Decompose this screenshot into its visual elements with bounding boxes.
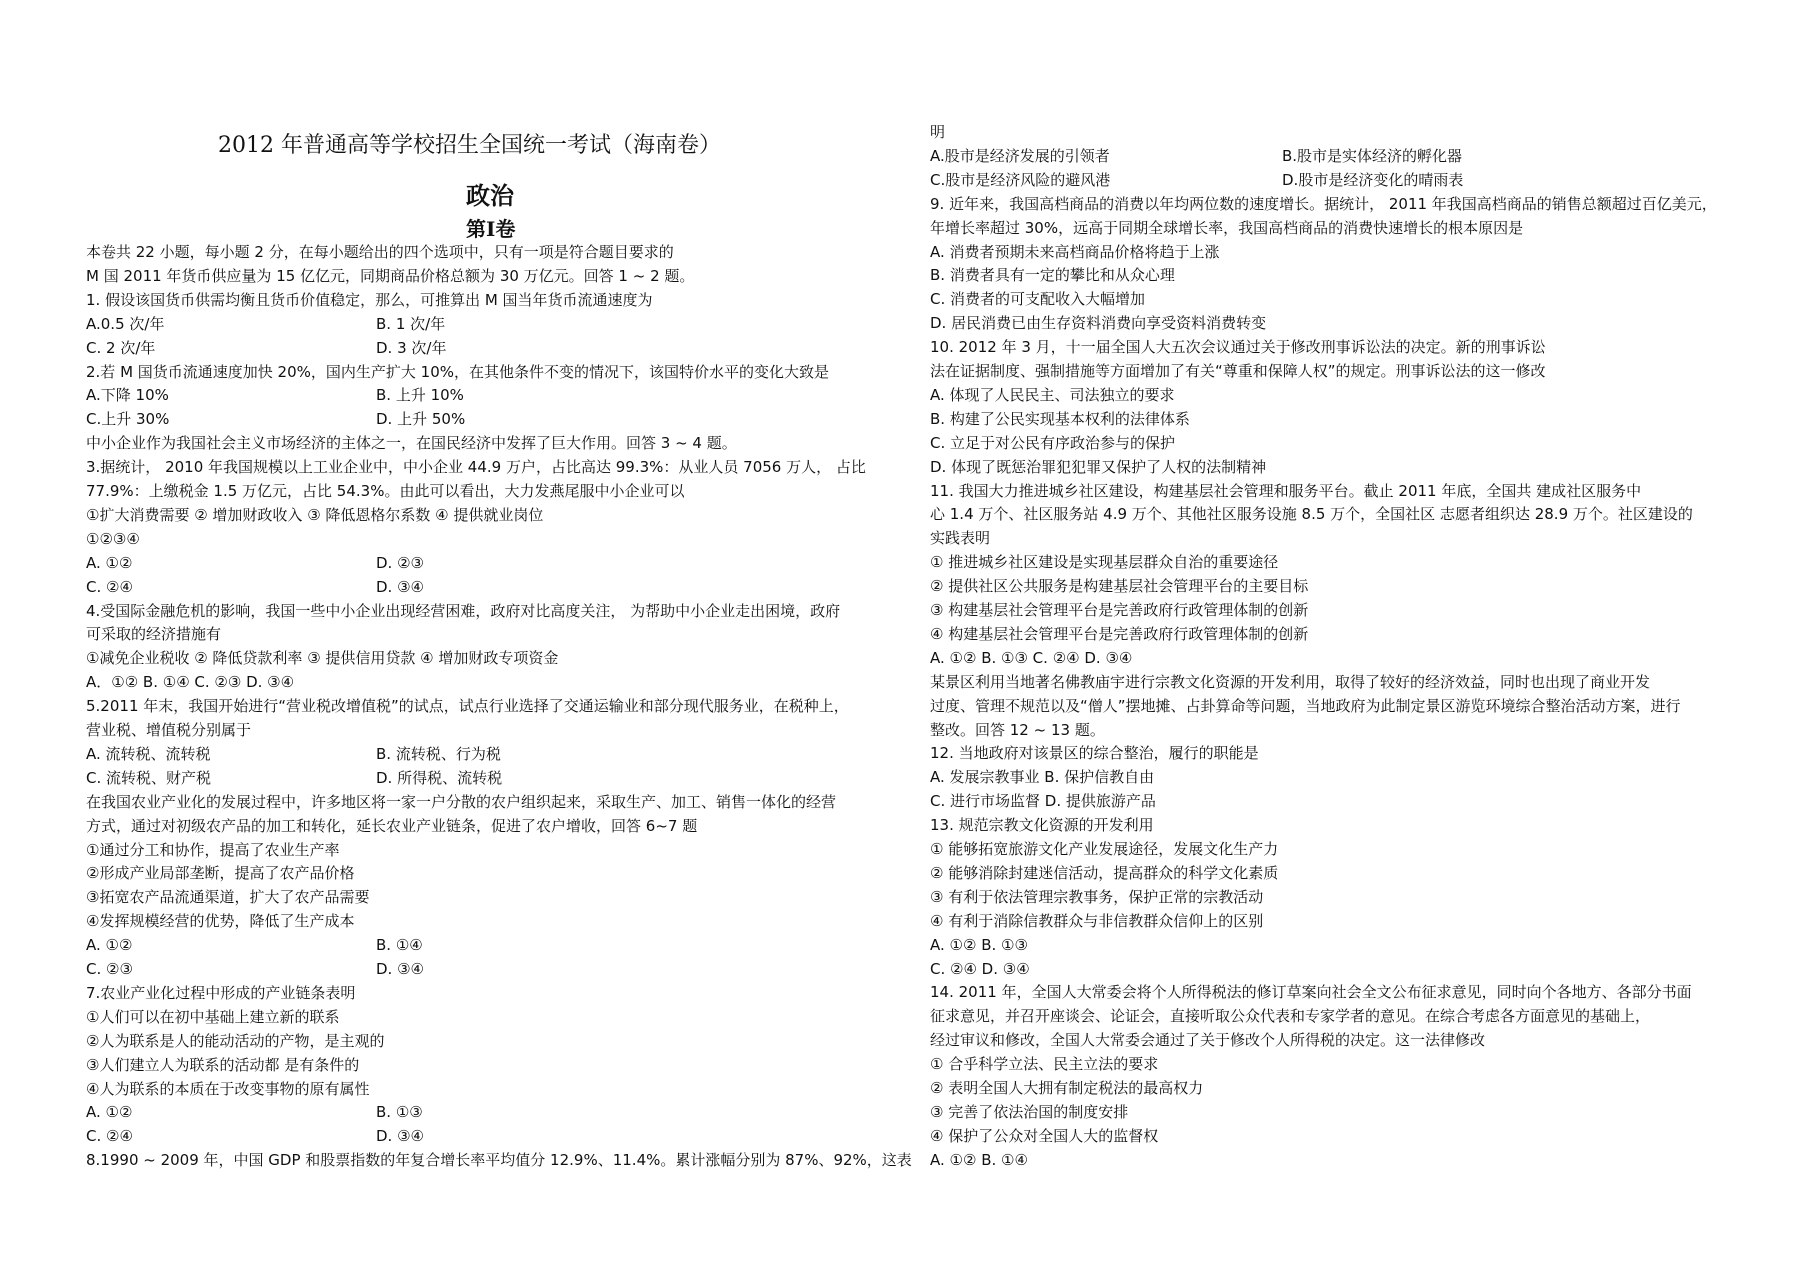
text-line: 4.受国际金融危机的影响，我国一些中小企业出现经营困难，政府对比高度关注， 为帮助中小企业走出困境，政府 (86, 601, 841, 620)
text-line: ①②③④ (86, 529, 140, 548)
text-line: 征求意见，并召开座谈会、论证会，直接听取公众代表和专家学者的意见。在综合考虑各方面意见的基础上， (930, 1007, 1651, 1026)
text-line: ④ 有利于消除信教群众与非信教群众信仰上的区别 (930, 911, 1264, 930)
text-line: ④人为联系的本质在于改变事物的原有属性 (86, 1079, 370, 1098)
text-line: ② 提供社区公共服务是构建基层社会管理平台的主要目标 (930, 577, 1309, 596)
text-line: 77.9%：上缴税金 1.5 万亿元，占比 54.3%。由此可以看出，大力发燕尾服中小企业可以 (86, 482, 685, 500)
text-line: ① 推进城乡社区建设是实现基层群众自治的重要途径 (930, 553, 1279, 572)
answer-option: B. ①④ (376, 936, 423, 955)
text-line: B. 消费者具有一定的攀比和从众心理 (930, 266, 1175, 285)
text-line: 12. 当地政府对该景区的综合整治，履行的职能是 (930, 744, 1259, 763)
text-line: ③拓宽农产品流通渠道，扩大了农产品需要 (86, 888, 370, 907)
text-line: ③ 完善了依法治国的制度安排 (930, 1102, 1129, 1121)
answer-option: D. ③④ (376, 960, 424, 978)
text-line: ④发挥规模经营的优势，降低了生产成本 (86, 912, 355, 931)
answer-option: A.股市是经济发展的引领者 (930, 146, 1110, 165)
text-line: 年增长率超过 30%，远高于同期全球增长率，我国高档商品的消费快速增长的根本原因是 (930, 218, 1524, 237)
text-line: 可采取的经济措施有 (86, 625, 222, 644)
answer-option: A. ①② (86, 1103, 133, 1122)
answer-option: D. 所得税、流转税 (376, 768, 503, 787)
text-line: ①减免企业税收 ② 降低贷款利率 ③ 提供信用贷款 ④ 增加财政专项资金 (86, 649, 559, 668)
subject-title: 政治 (466, 181, 514, 210)
text-line: A. ①② B. ①④ (930, 1150, 1028, 1169)
text-line: A. ①② B. ①③ (930, 935, 1028, 954)
text-line: ③人们建立人为联系的活动都 是有条件的 (86, 1055, 360, 1074)
volume-title: 第Ⅰ卷 (466, 217, 516, 241)
text-line: A. 体现了人民民主、司法独立的要求 (930, 385, 1175, 404)
text-line: 整改。回答 12 ~ 13 题。 (930, 720, 1105, 739)
text-line: ② 表明全国人大拥有制定税法的最高权力 (930, 1079, 1204, 1097)
answer-option: A. 流转税、流转税 (86, 744, 211, 763)
answer-option: D. 上升 50% (376, 410, 466, 429)
text-line: 14. 2011 年，全国人大常委会将个人所得税法的修订草案向社会全文公布征求意见，同时向个各地方、各部分书面 (930, 983, 1692, 1002)
text-line: ④ 构建基层社会管理平台是完善政府行政管理体制的创新 (930, 624, 1309, 643)
text-line: C. 消费者的可支配收入大幅增加 (930, 290, 1146, 309)
text-line: A. 消费者预期未来高档商品价格将趋于上涨 (930, 242, 1220, 261)
text-line: 本卷共 22 小题，每小题 2 分，在每小题给出的四个选项中，只有一项是符合题目要求的 (86, 243, 674, 261)
answer-option: C. ②④ (86, 577, 133, 596)
text-line: 中小企业作为我国社会主义市场经济的主体之一，在国民经济中发挥了巨大作用。回答 3 ~ 4 题。 (86, 434, 737, 453)
text-line: 营业税、增值税分别属于 (86, 721, 252, 739)
text-line: 7.农业产业化过程中形成的产业链条表明 (86, 983, 356, 1002)
text-line: C. 立足于对公民有序政治参与的保护 (930, 433, 1176, 452)
text-line: C. ②④ D. ③④ (930, 959, 1030, 978)
answer-option: A. ①② (86, 553, 133, 572)
text-line: 过度、管理不规范以及“僧人”摆地摊、占卦算命等问题，当地政府为此制定景区游览环境综合整治活动方案，进行 (930, 696, 1681, 715)
text-line: 实践表明 (930, 529, 991, 548)
answer-option: C.股市是经济风险的避风港 (930, 170, 1111, 189)
text-line: 9. 近年来，我国高档商品的消费以年均两位数的速度增长。据统计， 2011 年我国高档商品的销售总额超过百亿美元， (930, 194, 1717, 213)
answer-option: C. 流转税、财产税 (86, 768, 212, 787)
text-line: D. 体现了既惩治罪犯犯罪又保护了人权的法制精神 (930, 457, 1267, 476)
text-line: ④ 保护了公众对全国人大的监督权 (930, 1126, 1159, 1145)
text-line: ①扩大消费需要 ② 增加财政收入 ③ 降低恩格尔系数 ④ 提供就业岗位 (86, 505, 544, 524)
answer-option: B. 1 次/年 (376, 314, 446, 333)
answer-option: A.0.5 次/年 (86, 314, 165, 333)
text-line: 法在证据制度、强制措施等方面增加了有关“尊重和保障人权”的规定。刑事诉讼法的这一修改 (930, 362, 1546, 380)
text-line: 5.2011 年末，我国开始进行“营业税改增值税”的试点，试点行业选择了交通运输业和部分现代服务业，在税种上， (86, 697, 849, 716)
text-line: ② 能够消除封建迷信活动，提高群众的科学文化素质 (930, 863, 1279, 882)
text-line: ① 合乎科学立法、民主立法的要求 (930, 1055, 1159, 1074)
answer-option: B. 流转税、行为税 (376, 744, 501, 763)
text-line: ① 能够拓宽旅游文化产业发展途径，发展文化生产力 (930, 840, 1279, 858)
text-line: 明 (930, 123, 946, 141)
exam-title: 2012 年普通高等学校招生全国统一考试（海南卷） (218, 133, 721, 158)
answer-option: D. ②③ (376, 553, 424, 572)
text-line: 13. 规范宗教文化资源的开发利用 (930, 816, 1154, 835)
text-line: 8.1990 ~ 2009 年，中国 GDP 和股票指数的年复合增长率平均值分 12.9%、11.4%。累计涨幅分别为 87%、92%，这表 (86, 1151, 912, 1170)
text-line: A. 发展宗教事业 B. 保护信教自由 (930, 768, 1155, 787)
text-line: A．①② B. ①④ C. ②③ D. ③④ (86, 673, 295, 692)
text-line: ②形成产业局部垄断，提高了农产品价格 (86, 864, 355, 883)
answer-option: B. ①③ (376, 1103, 423, 1122)
answer-option: B. 上升 10% (376, 386, 464, 405)
text-line: 10. 2012 年 3 月，十一届全国人大五次会议通过关于修改刑事诉讼法的决定。新的刑事诉讼 (930, 338, 1546, 357)
answer-option: B.股市是实体经济的孵化器 (1282, 146, 1463, 165)
text-line: 11. 我国大力推进城乡社区建设，构建基层社会管理和服务平台。截止 2011 年底，全国共 建成社区服务中 (930, 481, 1642, 500)
answer-option: C. ②④ (86, 1127, 133, 1146)
text-line: 某景区利用当地著名佛教庙宇进行宗教文化资源的开发利用，取得了较好的经济效益，同时也出现了商业开发 (930, 672, 1651, 691)
answer-option: C.上升 30% (86, 410, 170, 429)
text-line: M 国 2011 年货币供应量为 15 亿亿元，同期商品价格总额为 30 万亿元。回答 1 ~ 2 题。 (86, 266, 695, 285)
text-line: ③ 构建基层社会管理平台是完善政府行政管理体制的创新 (930, 601, 1309, 619)
answer-option: A. ①② (86, 936, 133, 955)
text-line: D. 居民消费已由生存资料消费向享受资料消费转变 (930, 314, 1267, 333)
answer-option: C. 2 次/年 (86, 338, 156, 357)
answer-option: D.股市是经济变化的晴雨表 (1282, 170, 1464, 189)
text-line: ③ 有利于依法管理宗教事务，保护正常的宗教活动 (930, 887, 1264, 906)
text-line: 1. 假设该国货币供需均衡且货币价值稳定，那么，可推算出 M 国当年货币流通速度为 (86, 290, 653, 309)
answer-option: C. ②③ (86, 960, 133, 978)
text-line: B. 构建了公民实现基本权利的法律体系 (930, 409, 1190, 428)
text-line: 心 1.4 万个、社区服务站 4.9 万个、其他社区服务设施 8.5 万个，全国社区 志愿者组织达 28.9 万个。社区建设的 (930, 505, 1693, 524)
text-line: ②人为联系是人的能动活动的产物，是主观的 (86, 1031, 385, 1050)
text-line: ①通过分工和协作，提高了农业生产率 (86, 840, 340, 859)
answer-option: D. ③④ (376, 577, 424, 596)
answer-option: A.下降 10% (86, 386, 169, 405)
text-line: 在我国农业产业化的发展过程中，许多地区将一家一户分散的农户组织起来，采取生产、加工、销售一体化的经营 (86, 792, 837, 811)
text-line: 3.据统计， 2010 年我国规模以上工业企业中，中小企业 44.9 万户，占比高达 99.3%：从业人员 7056 万人， 占比 (86, 458, 866, 477)
text-line: 经过审议和修改，全国人大常委会通过了关于修改个人所得税的决定。这一法律修改 (930, 1031, 1486, 1050)
text-line: ①人们可以在初中基础上建立新的联系 (86, 1007, 340, 1026)
answer-option: D. ③④ (376, 1127, 424, 1146)
text-line: 方式，通过对初级农产品的加工和转化，延长农业产业链条，促进了农户增收，回答 6~7 题 (86, 816, 698, 835)
answer-option: D. 3 次/年 (376, 338, 447, 357)
text-line: C. 进行市场监督 D. 提供旅游产品 (930, 792, 1156, 811)
text-line: A. ①② B. ①③ C. ②④ D. ③④ (930, 648, 1133, 667)
text-line: 2.若 M 国货币流通速度加快 20%，国内生产扩大 10%，在其他条件不变的情况下，该国特价水平的变化大致是 (86, 362, 830, 381)
